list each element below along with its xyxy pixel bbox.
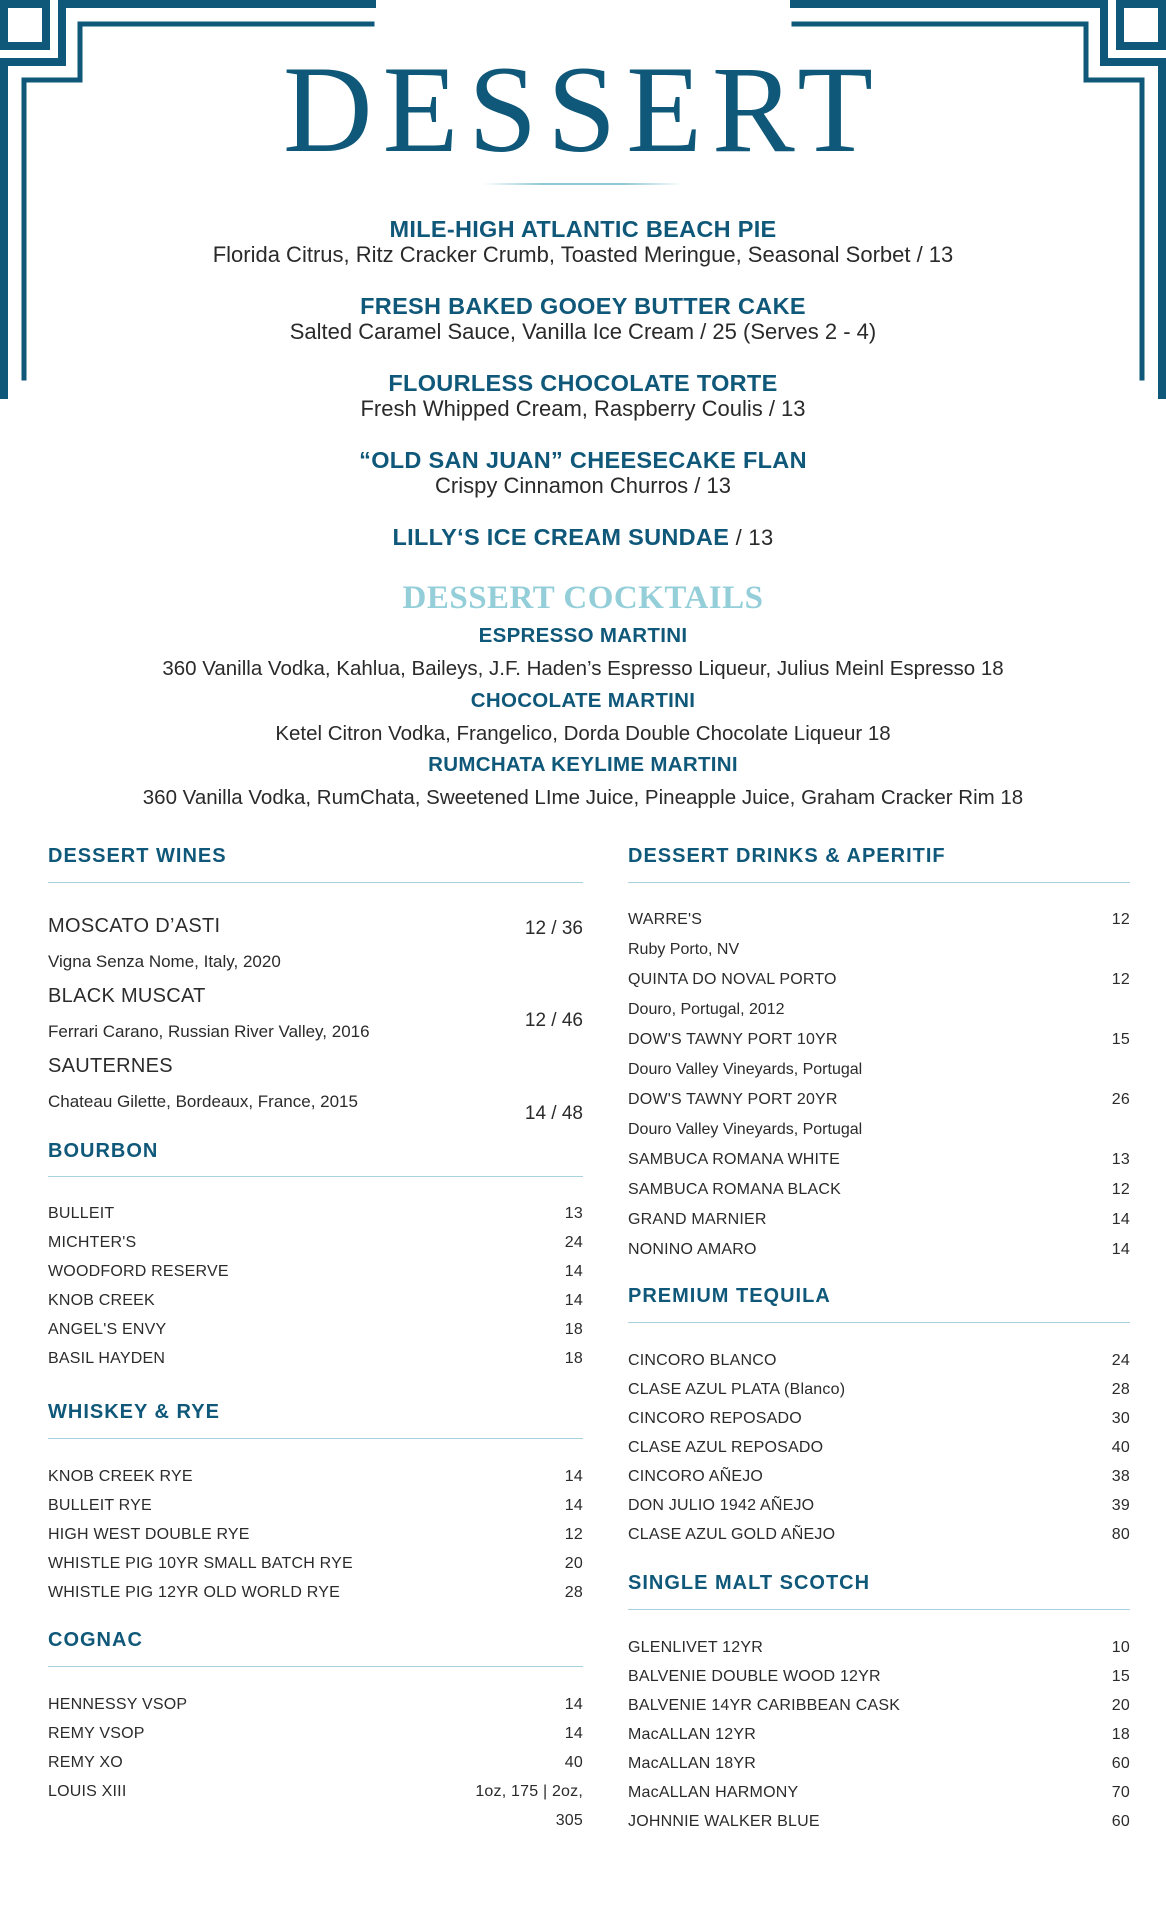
item-name: KNOB CREEK [48,1292,155,1309]
item-price: 1oz, 175 | 2oz, [475,1783,583,1800]
wine-name: SAUTERNES [48,1055,173,1077]
dessert-item [0,524,1166,551]
list-item [628,1467,1130,1487]
item-name: REMY VSOP [48,1725,145,1742]
list-item [628,1638,1130,1658]
dessert-name: FRESH BAKED GOOEY BUTTER CAKE [360,293,806,319]
list-item [48,1782,583,1802]
list-item [628,910,1130,930]
item-price: 24 [1111,1352,1130,1369]
wine-name: MOSCATO D’ASTI [48,915,221,937]
item-name: ANGEL'S ENVY [48,1321,167,1338]
section-divider [628,1322,1130,1323]
list-item [628,1496,1130,1516]
list-item [628,1438,1130,1458]
item-name: REMY XO [48,1754,123,1771]
section-divider [48,882,583,883]
item-detail: Douro Valley Vineyards, Portugal [628,1121,863,1138]
section-heading-single-malt-scotch: SINGLE MALT SCOTCH [628,1572,871,1594]
list-item [628,1409,1130,1429]
item-detail: Douro, Portugal, 2012 [628,1001,785,1018]
item-detail: Ruby Porto, NV [628,941,740,958]
item-name: BULLEIT RYE [48,1497,152,1514]
wine-price: 12 / 36 [524,918,583,939]
list-item [628,1725,1130,1745]
page-title: DESSERT [283,41,883,178]
item-price: 20 [564,1555,583,1572]
item-price: 12 [564,1526,583,1543]
item-name: DOW'S TAWNY PORT 10YR [628,1031,838,1048]
item-name: CINCORO BLANCO [628,1352,777,1369]
list-item [628,1783,1130,1803]
cocktail-description: Ketel Citron Vodka, Frangelico, Dorda Double Chocolate Liqueur 18 [275,722,891,745]
item-price: 14 [564,1696,583,1713]
item-price: 14 [564,1497,583,1514]
list-item [628,1090,1130,1110]
list-item [628,1351,1130,1371]
list-item [48,1753,583,1773]
item-price: 20 [1111,1697,1130,1714]
wine-detail: Ferrari Carano, Russian River Valley, 2016 [48,1022,370,1041]
item-name: WHISTLE PIG 12YR OLD WORLD RYE [48,1584,340,1601]
list-item [48,1291,583,1311]
item-name: HENNESSY VSOP [48,1696,188,1713]
item-price: 28 [1111,1381,1130,1398]
item-name: CLASE AZUL PLATA (Blanco) [628,1381,846,1398]
cocktail-name: RUMCHATA KEYLIME MARTINI [428,753,738,776]
list-item [48,1583,583,1603]
list-item [628,1812,1130,1832]
item-price: 60 [1111,1813,1130,1830]
list-item [628,1754,1130,1774]
item-price: 14 [564,1292,583,1309]
item-name: DON JULIO 1942 AÑEJO [628,1497,815,1514]
cocktail-name: ESPRESSO MARTINI [478,624,688,647]
dessert-item [0,447,1166,499]
item-name: WOODFORD RESERVE [48,1263,229,1280]
cocktail-name: CHOCOLATE MARTINI [470,689,696,712]
item-name: GRAND MARNIER [628,1211,767,1228]
item-price: 14 [1111,1211,1130,1228]
item-name: MacALLAN HARMONY [628,1784,799,1801]
item-price: 38 [1111,1468,1130,1485]
section-heading-whiskey-rye: WHISKEY & RYE [48,1401,220,1423]
item-name: QUINTA DO NOVAL PORTO [628,971,837,988]
item-price: 13 [1111,1151,1130,1168]
list-item [628,1180,1130,1200]
item-price-continued: 305 [555,1812,583,1829]
dessert-description: Fresh Whipped Cream, Raspberry Coulis / 13 [360,396,806,421]
item-price: 15 [1111,1668,1130,1685]
item-price: 12 [1111,971,1130,988]
item-price: 14 [1111,1241,1130,1258]
item-name: WHISTLE PIG 10YR SMALL BATCH RYE [48,1555,353,1572]
wine-name: BLACK MUSCAT [48,985,206,1007]
dessert-name: “OLD SAN JUAN” CHEESECAKE FLAN [359,447,807,473]
list-item [48,1525,583,1545]
cocktail-item [0,624,1166,681]
list-item [48,1233,583,1253]
dessert-name: MILE-HIGH ATLANTIC BEACH PIE [389,216,777,242]
item-price: 40 [564,1754,583,1771]
wine-detail: Vigna Senza Nome, Italy, 2020 [48,952,281,971]
dessert-item [0,293,1166,345]
item-price: 13 [564,1205,583,1222]
item-name: WARRE'S [628,911,703,928]
item-name: BASIL HAYDEN [48,1350,166,1367]
section-heading-dessert-drinks: DESSERT DRINKS & APERITIF [628,845,946,867]
item-price: 28 [564,1584,583,1601]
list-item [628,1667,1130,1687]
item-name: BALVENIE 14YR CARIBBEAN CASK [628,1697,901,1714]
item-price: 12 [1111,911,1130,928]
dessert-name: FLOURLESS CHOCOLATE TORTE [388,370,778,396]
dessert-description: Florida Citrus, Ritz Cracker Crumb, Toasted Meringue, Seasonal Sorbet / 13 [212,242,954,267]
list-item [48,1724,583,1744]
list-item [48,1467,583,1487]
list-item [48,1262,583,1282]
cocktail-item [0,689,1166,746]
section-divider [48,1176,583,1177]
list-item [48,1320,583,1340]
dessert-description: Crispy Cinnamon Churros / 13 [435,473,731,498]
item-name: NONINO AMARO [628,1241,757,1258]
dessert-item [0,370,1166,422]
wine-price: 14 / 48 [524,1103,583,1124]
wine-price: 12 / 46 [524,1010,583,1031]
section-divider [48,1666,583,1667]
wine-detail: Chateau Gilette, Bordeaux, France, 2015 [48,1092,358,1111]
list-item [628,1240,1130,1260]
dessert-name: LILLY‘S ICE CREAM SUNDAE [392,524,730,550]
item-name: CLASE AZUL GOLD AÑEJO [628,1526,836,1543]
list-item [628,1380,1130,1400]
title-divider [483,183,683,185]
item-name: MacALLAN 18YR [628,1755,756,1772]
cocktails-heading: DESSERT COCKTAILS [402,580,764,616]
item-name: LOUIS XIII [48,1783,127,1800]
item-price: 18 [564,1350,583,1367]
dessert-description: Salted Caramel Sauce, Vanilla Ice Cream / 25 (Serves 2 - 4) [289,319,877,344]
list-item [48,1349,583,1369]
section-heading-dessert-wines: DESSERT WINES [48,845,227,867]
item-price: 14 [564,1263,583,1280]
cocktail-description: 360 Vanilla Vodka, RumChata, Sweetened LIme Juice, Pineapple Juice, Graham Cracker Rim 18 [142,786,1024,809]
section-divider [48,1438,583,1439]
item-name: SAMBUCA ROMANA BLACK [628,1181,841,1198]
item-price: 70 [1111,1784,1130,1801]
item-price: 14 [564,1468,583,1485]
section-divider [628,882,1130,883]
item-name: CINCORO REPOSADO [628,1410,802,1427]
list-item [628,1525,1130,1545]
item-price: 80 [1111,1526,1130,1543]
item-name: CINCORO AÑEJO [628,1468,764,1485]
item-price: 40 [1111,1439,1130,1456]
section-heading-premium-tequila: PREMIUM TEQUILA [628,1285,831,1307]
item-name: MacALLAN 12YR [628,1726,756,1743]
list-item [48,1554,583,1574]
section-divider [628,1609,1130,1610]
list-item [48,1496,583,1516]
list-item [628,1150,1130,1170]
item-name: CLASE AZUL REPOSADO [628,1439,824,1456]
item-name: BALVENIE DOUBLE WOOD 12YR [628,1668,881,1685]
item-name: HIGH WEST DOUBLE RYE [48,1526,250,1543]
item-price: 18 [564,1321,583,1338]
list-item [628,970,1130,990]
list-item [48,1204,583,1224]
cocktail-item [0,753,1166,810]
item-name: JOHNNIE WALKER BLUE [628,1813,820,1830]
item-name: MICHTER'S [48,1234,137,1251]
item-price: 30 [1111,1410,1130,1427]
item-price: 24 [564,1234,583,1251]
dessert-item [0,216,1166,268]
item-price: 12 [1111,1181,1130,1198]
dessert-price: / 13 [729,525,774,550]
list-item [628,1030,1130,1050]
item-price: 26 [1111,1091,1130,1108]
item-name: GLENLIVET 12YR [628,1639,764,1656]
item-name: BULLEIT [48,1205,115,1222]
section-heading-cognac: COGNAC [48,1629,143,1651]
cocktail-description: 360 Vanilla Vodka, Kahlua, Baileys, J.F. Haden’s Espresso Liqueur, Julius Meinl Espresso 18 [162,657,1004,680]
item-price: 15 [1111,1031,1130,1048]
list-item [628,1696,1130,1716]
item-price: 18 [1111,1726,1130,1743]
item-name: KNOB CREEK RYE [48,1468,193,1485]
item-price: 14 [564,1725,583,1742]
section-heading-bourbon: BOURBON [48,1140,159,1162]
list-item [48,1695,583,1715]
item-price: 10 [1111,1639,1130,1656]
list-item [628,1210,1130,1230]
item-price: 39 [1111,1497,1130,1514]
item-detail: Douro Valley Vineyards, Portugal [628,1061,863,1078]
item-name: SAMBUCA ROMANA WHITE [628,1151,841,1168]
item-name: DOW'S TAWNY PORT 20YR [628,1091,838,1108]
item-price: 60 [1111,1755,1130,1772]
